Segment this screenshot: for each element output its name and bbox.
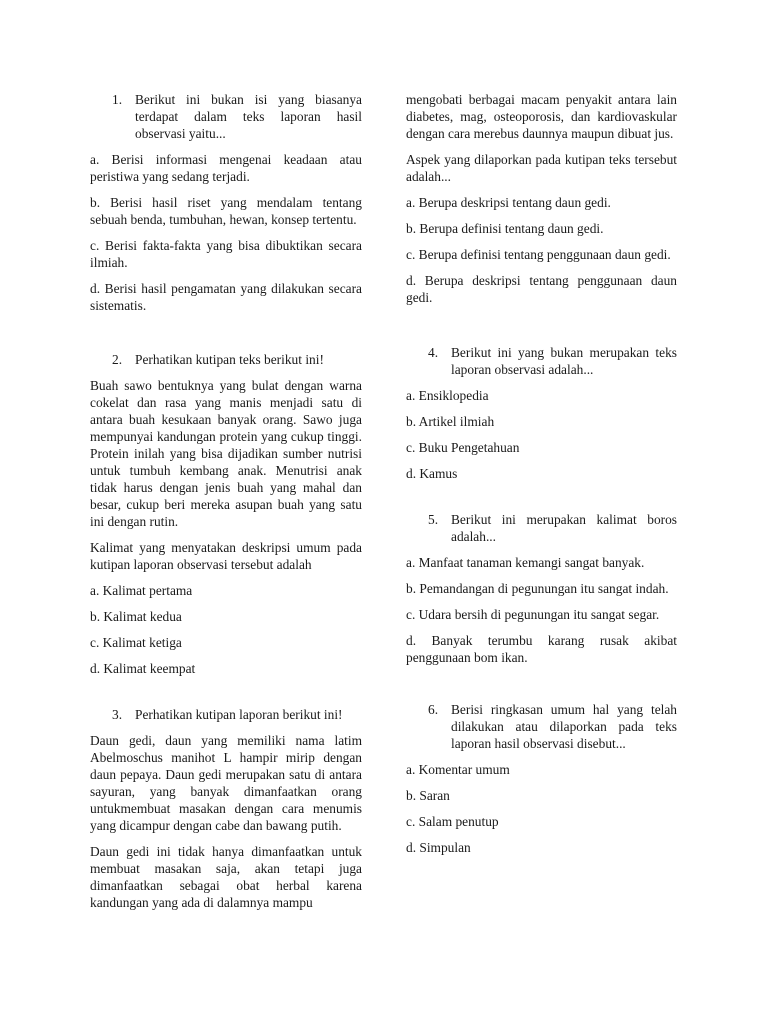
question-4 — [428, 344, 677, 378]
option-a: a. Ensiklopedia — [406, 388, 489, 403]
question-2 — [112, 351, 362, 368]
question-text: Berikut ini yang bukan merupakan teks laporan observasi adalah... — [451, 345, 677, 377]
option-b: b. Berisi hasil riset yang mendalam tentang sebuah benda, tumbuhan, hewan, konsep tertentu. — [90, 195, 362, 227]
option-b: b. Pemandangan di pegunungan itu sangat indah. — [406, 581, 669, 596]
question-text: Berikut ini merupakan kalimat boros adalah... — [451, 512, 677, 544]
option-b: b. Saran — [406, 788, 450, 803]
passage: Daun gedi, daun yang memiliki nama latim Abelmoschus manihot L hampir mirip dengan daun pepaya. Daun gedi merupakan satu di antara sayuran, yang banyak dimanfaatkan orang untukmembuat masakan dengan cara menumis yang dicampur dengan cabe dan bawang putih. — [90, 733, 362, 833]
option-a: a. Berisi informasi mengenai keadaan atau peristiwa yang sedang terjadi. — [90, 152, 362, 184]
option-b: b. Artikel ilmiah — [406, 414, 495, 429]
left-column — [90, 91, 362, 920]
question-number: 1. — [112, 92, 123, 107]
question-5 — [428, 511, 677, 545]
option-c: c. Berisi fakta-fakta yang bisa dibuktikan secara ilmiah. — [90, 238, 362, 270]
passage: Daun gedi ini tidak hanya dimanfaatkan untuk membuat masakan saja, akan tetapi juga dimanfaatkan sebagai obat herbal karena kandungan yang ada di dalamnya mampu — [90, 844, 362, 910]
question-3 — [112, 706, 362, 723]
question-number: 4. — [428, 345, 439, 360]
option-b: b. Kalimat kedua — [90, 609, 182, 624]
option-c: c. Salam penutup — [406, 814, 499, 829]
option-b: b. Berupa definisi tentang daun gedi. — [406, 221, 604, 236]
option-d: d. Kalimat keempat — [90, 661, 196, 676]
question-text: Berisi ringkasan umum hal yang telah dilakukan atau dilaporkan pada teks laporan hasil observasi disebut... — [451, 702, 677, 751]
question-prompt: Kalimat yang menyatakan deskripsi umum pada kutipan laporan observasi tersebut adalah — [90, 540, 362, 572]
option-a: a. Komentar umum — [406, 762, 510, 777]
option-a: a. Berupa deskripsi tentang daun gedi. — [406, 195, 611, 210]
question-text: Perhatikan kutipan teks berikut ini! — [135, 352, 324, 367]
option-d: d. Berisi hasil pengamatan yang dilakukan secara sistematis. — [90, 281, 362, 313]
option-d: d. Berupa deskripsi tentang penggunaan daun gedi. — [406, 273, 677, 305]
option-a: a. Kalimat pertama — [90, 583, 193, 598]
option-c: c. Kalimat ketiga — [90, 635, 182, 650]
question-prompt: Aspek yang dilaporkan pada kutipan teks tersebut adalah... — [406, 152, 677, 184]
question-1 — [112, 91, 362, 142]
option-d: d. Kamus — [406, 466, 458, 481]
question-number: 5. — [428, 512, 439, 527]
question-number: 2. — [112, 352, 123, 367]
passage-continued: mengobati berbagai macam penyakit antara lain diabetes, mag, osteoporosis, dan kardiovaskular dengan cara merebus daunnya maupun dibuat jus. — [406, 92, 677, 141]
option-c: c. Berupa definisi tentang penggunaan daun gedi. — [406, 247, 671, 262]
question-number: 6. — [428, 702, 439, 717]
option-d: d. Banyak terumbu karang rusak akibat penggunaan bom ikan. — [406, 633, 677, 665]
option-d: d. Simpulan — [406, 840, 471, 855]
passage: Buah sawo bentuknya yang bulat dengan warna cokelat dan rasa yang manis menjadi satu di antara buah kesukaan banyak orang. Sawo juga mempunyai kandungan protein yang cukup tinggi. Protein inilah yang bisa dijadikan sumber nutrisi untuk tumbuh kembang anak. Menutrisi anak tidak harus dengan jenis buah yang mahal dan besar, cukup beri mereka asupan buah yang satu ini dengan rutin. — [90, 378, 362, 529]
option-c: c. Buku Pengetahuan — [406, 440, 520, 455]
right-column — [406, 91, 677, 865]
question-text: Berikut ini bukan isi yang biasanya terdapat dalam teks laporan hasil observasi yaitu... — [135, 92, 362, 141]
question-6 — [428, 701, 677, 752]
question-text: Perhatikan kutipan laporan berikut ini! — [135, 707, 343, 722]
option-a: a. Manfaat tanaman kemangi sangat banyak. — [406, 555, 645, 570]
question-number: 3. — [112, 707, 123, 722]
option-c: c. Udara bersih di pegunungan itu sangat segar. — [406, 607, 660, 622]
